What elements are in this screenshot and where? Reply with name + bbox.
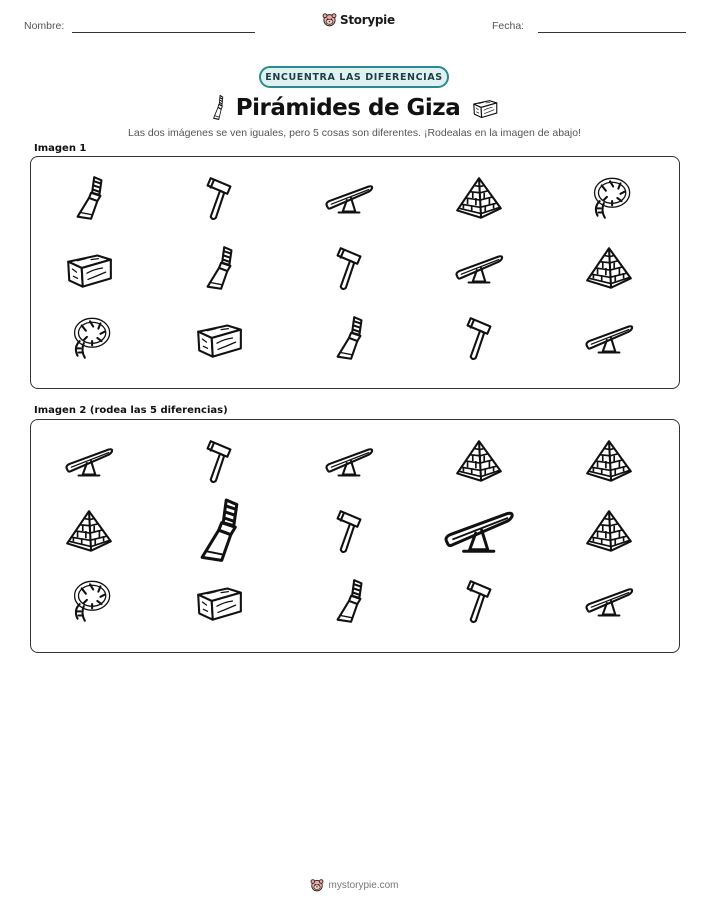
chisel-icon (323, 576, 375, 628)
name-field[interactable] (72, 32, 255, 33)
picture-item (193, 243, 245, 295)
title-text: Pirámides de Giza (235, 95, 461, 121)
hammer-icon (453, 576, 505, 628)
picture-item[interactable] (583, 576, 635, 628)
brand-logo (322, 12, 395, 27)
lever-icon (583, 313, 635, 365)
rope-icon (583, 173, 635, 225)
chisel-icon (181, 494, 256, 569)
lever-icon (583, 576, 635, 628)
picture-item[interactable] (583, 436, 635, 488)
hammer-icon (193, 436, 245, 488)
picture-item (63, 243, 115, 295)
picture-item[interactable] (323, 436, 375, 488)
picture-item (583, 173, 635, 225)
picture-item (193, 313, 245, 365)
picture-item[interactable] (323, 506, 375, 558)
picture-item[interactable] (63, 436, 115, 488)
picture-item (63, 313, 115, 365)
brand-name: Storypie (340, 12, 395, 27)
picture-item (323, 313, 375, 365)
rope-icon (63, 576, 115, 628)
picture-item[interactable] (441, 494, 516, 569)
chisel-icon (193, 243, 245, 295)
picture-item[interactable] (583, 506, 635, 558)
image2-panel (30, 419, 680, 653)
lever-icon (453, 243, 505, 295)
picture-item (193, 173, 245, 225)
stone-block-icon (193, 576, 245, 628)
picture-item (583, 313, 635, 365)
chisel-icon (323, 313, 375, 365)
picture-item[interactable] (181, 494, 256, 569)
date-label: Fecha: (492, 20, 525, 32)
image1-label: Imagen 1 (34, 143, 87, 154)
image1-panel (30, 156, 680, 389)
pyramid-icon (453, 436, 505, 488)
hammer-icon (323, 506, 375, 558)
stone-block-icon (193, 313, 245, 365)
rope-icon (63, 313, 115, 365)
picture-item (323, 173, 375, 225)
image2-label: Imagen 2 (rodea las 5 diferencias) (34, 405, 228, 416)
footer-url: mystorypie.com (328, 879, 399, 891)
picture-item[interactable] (453, 436, 505, 488)
lever-icon (441, 494, 516, 569)
picture-item[interactable] (63, 576, 115, 628)
chisel-icon (63, 173, 115, 225)
stone-block-icon (63, 243, 115, 295)
picture-item[interactable] (323, 576, 375, 628)
picture-item (583, 243, 635, 295)
picture-item (323, 243, 375, 295)
lever-icon (63, 436, 115, 488)
hammer-icon (323, 243, 375, 295)
pyramid-icon (453, 173, 505, 225)
lever-icon (323, 173, 375, 225)
storypie-logo-icon (310, 878, 324, 892)
activity-badge: ENCUENTRA LAS DIFERENCIAS (259, 66, 449, 88)
page-title (200, 90, 510, 126)
footer (0, 878, 709, 892)
pyramid-icon (63, 506, 115, 558)
pyramid-icon (583, 243, 635, 295)
picture-item (453, 173, 505, 225)
chisel-icon (208, 93, 228, 123)
hammer-icon (193, 173, 245, 225)
instructions: Las dos imágenes se ven iguales, pero 5 cosas son diferentes. ¡Rodealas en la imagen de abajo! (128, 127, 581, 139)
pyramid-icon (583, 506, 635, 558)
picture-item[interactable] (193, 436, 245, 488)
hammer-icon (453, 313, 505, 365)
name-label: Nombre: (24, 20, 65, 32)
storypie-logo-icon (322, 12, 337, 27)
picture-item (63, 173, 115, 225)
lever-icon (323, 436, 375, 488)
picture-item[interactable] (453, 576, 505, 628)
picture-item (453, 243, 505, 295)
pyramid-icon (583, 436, 635, 488)
picture-item[interactable] (193, 576, 245, 628)
date-field[interactable] (538, 32, 686, 33)
picture-item (453, 313, 505, 365)
stone-block-icon (468, 94, 502, 122)
picture-item[interactable] (63, 506, 115, 558)
worksheet-header (0, 0, 709, 50)
